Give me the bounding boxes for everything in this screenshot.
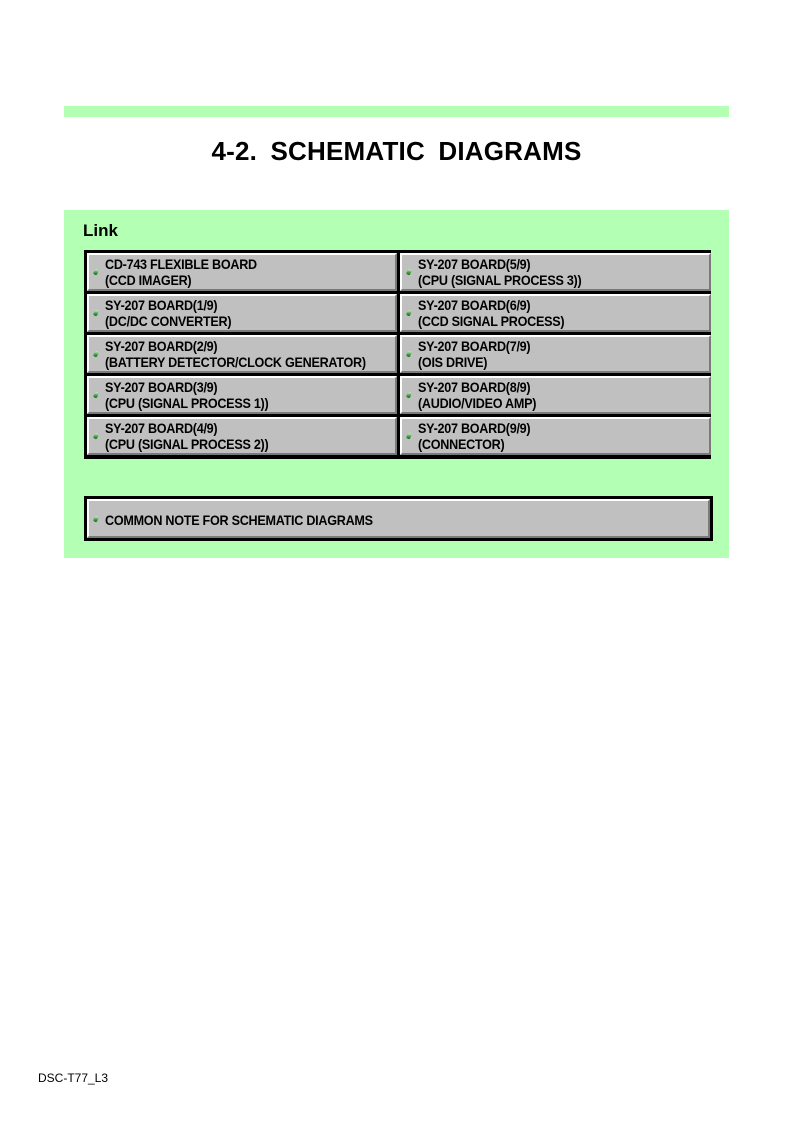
- green-bullet-icon: [406, 268, 412, 275]
- link-label-line1: SY-207 BOARD(4/9): [105, 420, 218, 436]
- link-label: [418, 256, 680, 288]
- link-label: [418, 338, 680, 370]
- link-button-sy207-9of9[interactable]: [400, 417, 711, 455]
- link-grid: [84, 250, 711, 459]
- link-label: [105, 420, 366, 452]
- link-label-line1: SY-207 BOARD(8/9): [418, 379, 531, 395]
- link-label: [418, 379, 680, 411]
- link-label: [105, 256, 366, 288]
- footer-model-code: DSC-T77_L3: [38, 1071, 109, 1085]
- link-label-line2: (DC/DC CONVERTER): [105, 313, 232, 329]
- link-label-line2: (CPU (SIGNAL PROCESS 3)): [418, 272, 582, 288]
- link-label-line1: SY-207 BOARD(2/9): [105, 338, 218, 354]
- green-bullet-icon: [93, 268, 99, 275]
- common-note-label: COMMON NOTE FOR SCHEMATIC DIAGRAMS: [105, 512, 373, 528]
- link-button-cd743-ccd-imager[interactable]: [87, 253, 397, 291]
- link-button-sy207-5of9[interactable]: [400, 253, 711, 291]
- link-label-line1: CD-743 FLEXIBLE BOARD: [105, 256, 257, 272]
- link-label-line1: SY-207 BOARD(5/9): [418, 256, 531, 272]
- common-note-frame: [84, 496, 713, 541]
- link-label-line2: (CPU (SIGNAL PROCESS 2)): [105, 436, 269, 452]
- link-button-sy207-6of9[interactable]: [400, 294, 711, 332]
- link-panel: [64, 210, 729, 558]
- link-label: [105, 379, 366, 411]
- link-label: [418, 297, 680, 329]
- green-bullet-icon: [406, 432, 412, 439]
- header-rule: [64, 106, 729, 117]
- link-label-line2: (CPU (SIGNAL PROCESS 1)): [105, 395, 269, 411]
- link-heading: Link: [83, 221, 118, 240]
- link-label-line1: SY-207 BOARD(9/9): [418, 420, 531, 436]
- link-label-line2: (CCD IMAGER): [105, 272, 192, 288]
- green-bullet-icon: [93, 350, 99, 357]
- green-bullet-icon: [93, 515, 99, 522]
- link-label: [105, 338, 366, 370]
- link-button-sy207-2of9[interactable]: [87, 335, 397, 373]
- link-label: [105, 297, 366, 329]
- link-button-sy207-8of9[interactable]: [400, 376, 711, 414]
- common-note-button[interactable]: [87, 499, 710, 538]
- link-label-line2: (BATTERY DETECTOR/CLOCK GENERATOR): [105, 354, 366, 370]
- green-bullet-icon: [406, 391, 412, 398]
- link-label-line1: SY-207 BOARD(6/9): [418, 297, 531, 313]
- green-bullet-icon: [406, 309, 412, 316]
- green-bullet-icon: [406, 350, 412, 357]
- green-bullet-icon: [93, 309, 99, 316]
- link-label-line2: (CONNECTOR): [418, 436, 505, 452]
- green-bullet-icon: [93, 432, 99, 439]
- link-label-line1: SY-207 BOARD(1/9): [105, 297, 218, 313]
- link-label-line2: (CCD SIGNAL PROCESS): [418, 313, 565, 329]
- link-label-line1: SY-207 BOARD(7/9): [418, 338, 531, 354]
- link-label-line2: (AUDIO/VIDEO AMP): [418, 395, 537, 411]
- link-label-line1: SY-207 BOARD(3/9): [105, 379, 218, 395]
- page-title: 4-2. SCHEMATIC DIAGRAMS: [211, 136, 582, 166]
- link-label-line2: (OIS DRIVE): [418, 354, 488, 370]
- link-button-sy207-4of9[interactable]: [87, 417, 397, 455]
- link-button-sy207-7of9[interactable]: [400, 335, 711, 373]
- green-bullet-icon: [93, 391, 99, 398]
- link-button-sy207-1of9[interactable]: [87, 294, 397, 332]
- link-label: [418, 420, 680, 452]
- link-button-sy207-3of9[interactable]: [87, 376, 397, 414]
